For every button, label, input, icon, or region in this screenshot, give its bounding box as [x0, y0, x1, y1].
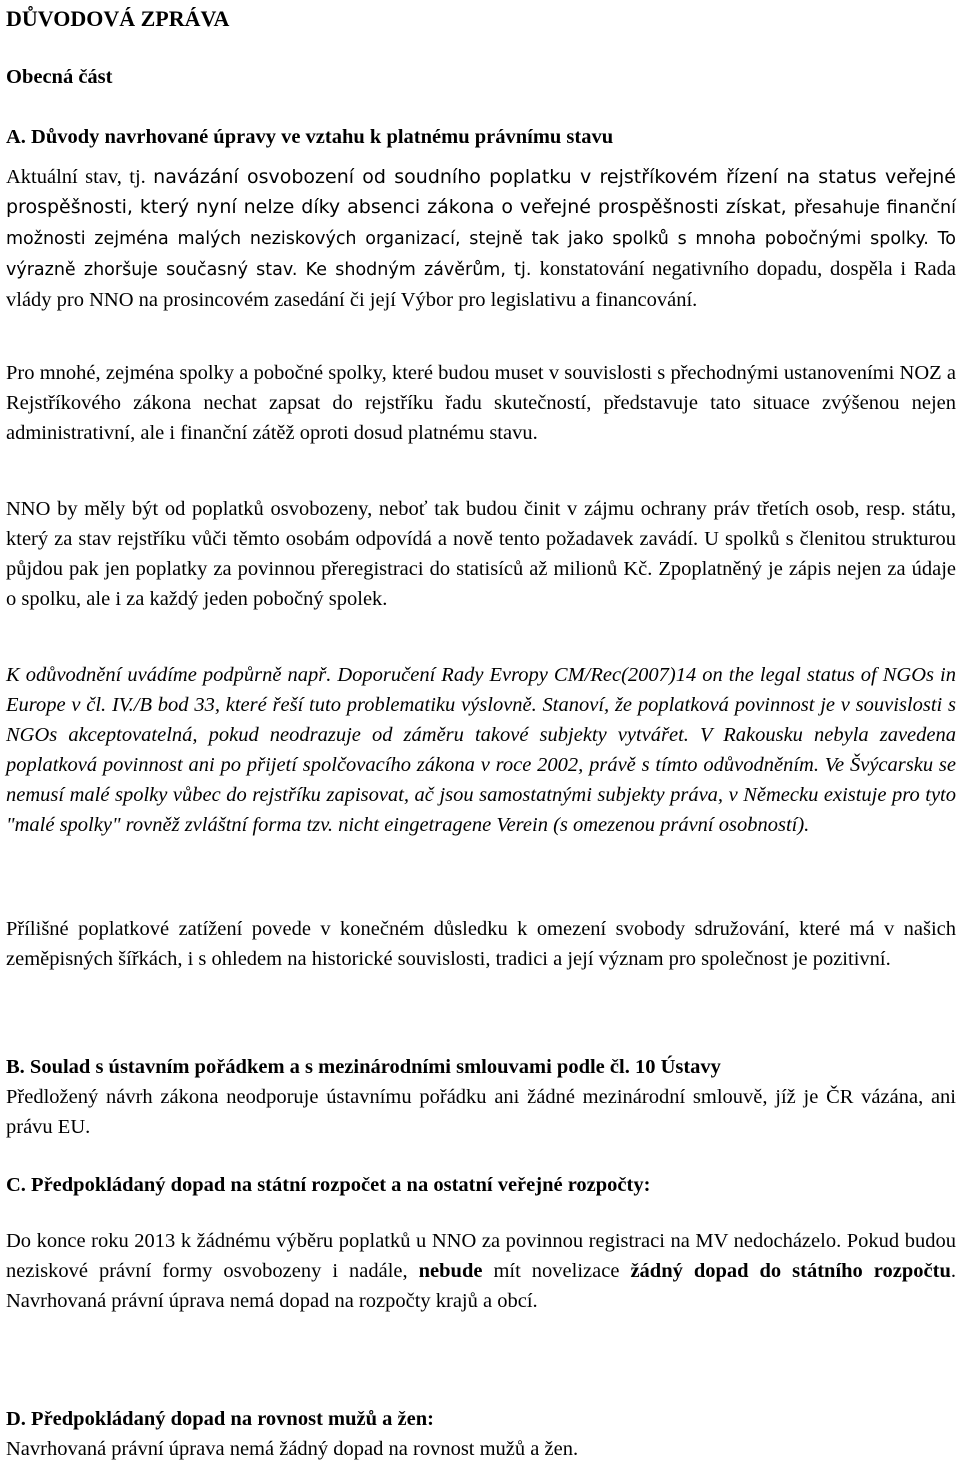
section-b-heading: B. Soulad s ústavním pořádkem a s mezinárodními smlouvami podle čl. 10 Ústavy	[6, 1056, 721, 1078]
section-a-paragraph-3: NNO by měly být od poplatků osvobozeny, neboť tak budou činit v zájmu ochrany práv třetích osob, resp. státu, který za stav rejstříku vůči těmto osobám odpovídá a nově tento požadavek zavádí. U spolků s členitou strukturou půjdou pak jen poplatky za povinnou přeregistraci do statisíců až milionů Kč. Zpoplatněný je zápis nejen za údaje o spolku, ale i za každý jeden pobočný spolek.	[6, 498, 956, 610]
section-c-paragraph: Do konce roku 2013 k žádnému výběru poplatků u NNO za povinnou registraci na MV nedocházelo. Pokud budou neziskové právní formy osvobozeny i nadále, nebude mít novelizace žádný dopad do státního rozpočtu. Navrhovaná právní úprava nemá dopad na rozpočty krajů a obcí.	[6, 1230, 956, 1312]
document-title: DŮVODOVÁ ZPRÁVA	[6, 6, 230, 31]
section-a-paragraph-1: Aktuální stav, tj. navázání osvobození od soudního poplatku v rejstříkovém řízení na status veřejné prospěšnosti, který nyní nelze díky absenci zákona o veřejné prospěšnosti získat, přesahuje finanční možnosti zejména malých neziskových organizací, stejně tak jako spolků s mnoha pobočnými spolky. To výrazně zhoršuje současný stav. Ke shodným závěrům, tj. konstatování negativního dopadu, dospěla i Rada vlády pro NNO na prosincovém zasedání či její Výbor pro legislativu a financování.	[6, 166, 957, 311]
section-d-paragraph: Navrhovaná právní úprava nemá žádný dopad na rovnost mužů a žen.	[6, 1438, 579, 1460]
section-a-heading: A. Důvody navrhované úpravy ve vztahu k platnému právnímu stavu	[6, 126, 614, 148]
general-part-heading: Obecná část	[6, 66, 113, 88]
section-a-paragraph-5: Přílišné poplatkové zatížení povede v konečném důsledku k omezení svobody sdružování, které má v našich zeměpisných šířkách, i s ohledem na historické souvislosti, tradici a její význam pro společnost je pozitivní.	[6, 918, 956, 970]
section-d-heading: D. Předpokládaný dopad na rovnost mužů a žen:	[6, 1408, 434, 1430]
section-c-heading: C. Předpokládaný dopad na státní rozpočet a na ostatní veřejné rozpočty:	[6, 1174, 651, 1196]
section-a-paragraph-2: Pro mnohé, zejména spolky a pobočné spolky, které budou muset v souvislosti s přechodnými ustanoveními NOZ a Rejstříkového zákona nechat zapsat do rejstříku řadu skutečností, představuje tato situace zvýšenou nejen administrativní, ale i finanční zátěž oproti dosud platnému stavu.	[6, 362, 956, 444]
section-a-paragraph-4: K odůvodnění uvádíme podpůrně např. Doporučení Rady Evropy CM/Rec(2007)14 on the legal status of NGOs in Europe v čl. IV./B bod 33, které řeší tuto problematiku výslovně. Stanoví, že poplatková povinnost je v souvislosti s NGOs akceptovatelná, pokud neodrazuje od záměru takové subjekty vytvářet. V Rakousku nebyla zavedena poplatková povinnost ani po přijetí spolčovacího zákona v roce 2002, právě s tímto odůvodněním. Ve Švýcarsku se nemusí malé spolky vůbec do rejstříku zapisovat, ač jsou samostatnými subjekty práva, v Německu existuje pro tyto "malé spolky" rovněž zvláštní forma tzv. nicht eingetragene Verein (s omezenou právní osobností).	[6, 664, 956, 836]
section-b-paragraph: Předložený návrh zákona neodporuje ústavnímu pořádku ani žádné mezinárodní smlouvě, jíž je ČR vázána, ani právu EU.	[6, 1086, 956, 1138]
